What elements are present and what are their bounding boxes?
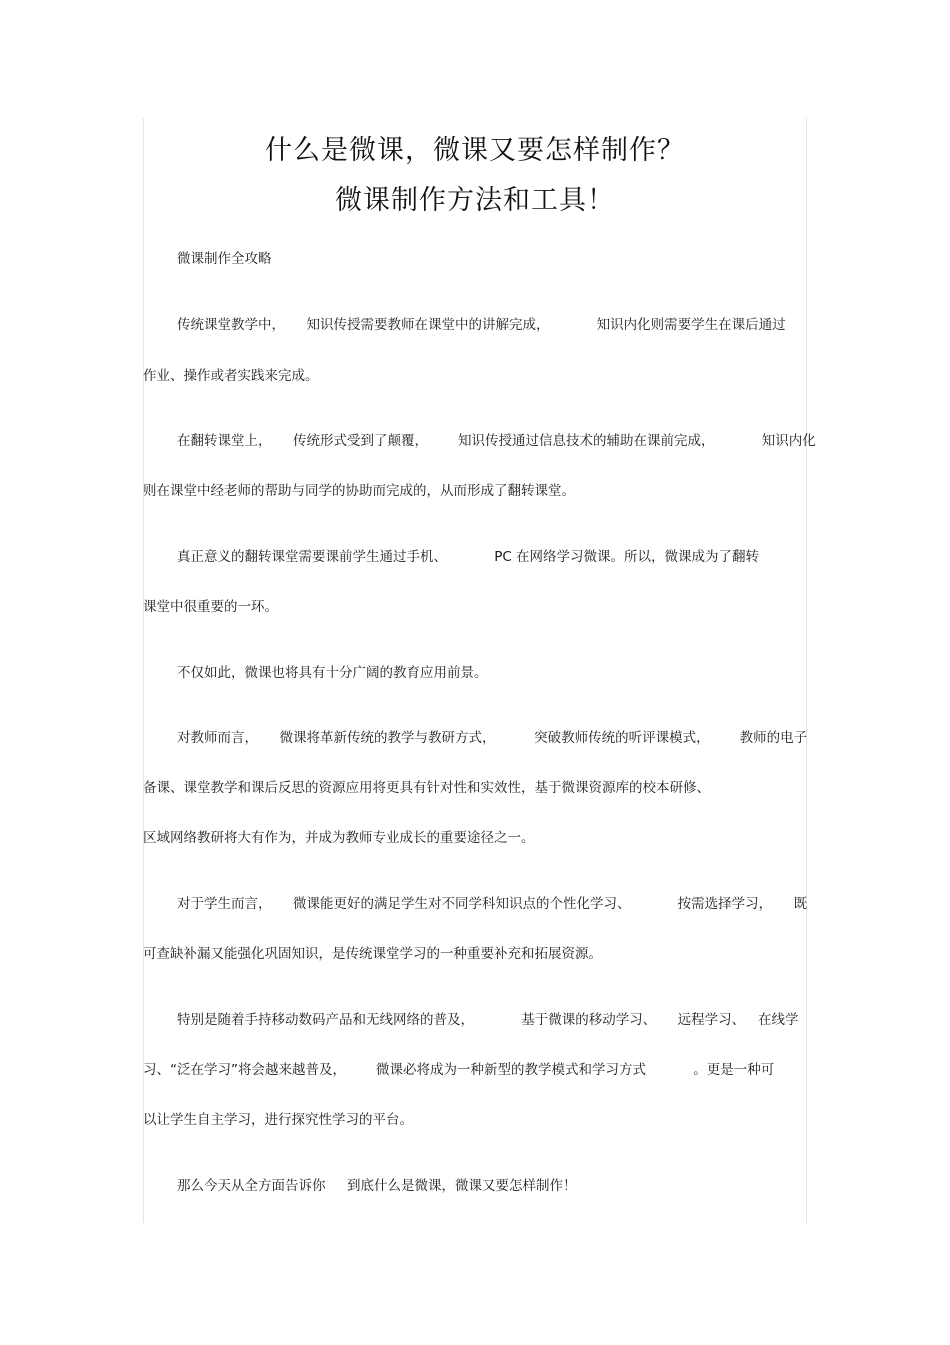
- paragraph-line: 对教师而言， 微课将革新传统的教学与教研方式， 突破教师传统的听评课模式， 教师的电子: [177, 730, 808, 746]
- document-title-line-1: 什么是微课，微课又要怎样制作？: [265, 135, 685, 166]
- paragraph-line: 课堂中很重要的一环。: [143, 599, 278, 615]
- paragraph-line: 那么今天从全方面告诉你 到底什么是微课，微课又要怎样制作！: [177, 1178, 577, 1194]
- paragraph-line: 习、“泛在学习”将会越来越普及， 微课必将成为一种新型的教学模式和学习方式 。更是一种可: [143, 1062, 775, 1078]
- paragraph-line: 作业、操作或者实践来完成。: [143, 368, 319, 384]
- paragraph-line: 区域网络教研将大有作为，并成为教师专业成长的重要途径之一。: [143, 830, 535, 846]
- paragraph-line: 真正意义的翻转课堂需要课前学生通过手机、 PC 在网络学习微课。所以，微课成为了翻转: [177, 549, 760, 565]
- paragraph-line: 在翻转课堂上， 传统形式受到了颠覆， 知识传授通过信息技术的辅助在课前完成， 知识内化: [177, 433, 816, 449]
- paragraph-line: 对于学生而言， 微课能更好的满足学生对不同学科知识点的个性化学习、 按需选择学习， 既: [177, 896, 808, 912]
- paragraph-line: 不仅如此，微课也将具有十分广阔的教育应用前景。: [177, 665, 488, 681]
- paragraph-line: 传统课堂教学中， 知识传授需要教师在课堂中的讲解完成， 知识内化则需要学生在课后通过: [177, 317, 786, 333]
- document-title-line-2: 微课制作方法和工具！: [335, 185, 615, 216]
- paragraph-line: 则在课堂中经老师的帮助与同学的协助而完成的，从而形成了翻转课堂。: [143, 483, 575, 499]
- paragraph-line: 备课、课堂教学和课后反思的资源应用将更具有针对性和实效性，基于微课资源库的校本研修、: [143, 780, 710, 796]
- intro-heading: 微课制作全攻略: [177, 251, 272, 267]
- paragraph-line: 可查缺补漏又能强化巩固知识，是传统课堂学习的一种重要补充和拓展资源。: [143, 946, 602, 962]
- paragraph-line: 特别是随着手持移动数码产品和无线网络的普及， 基于微课的移动学习、 远程学习、 在线学: [177, 1012, 799, 1028]
- paragraph-line: 以让学生自主学习，进行探究性学习的平台。: [143, 1112, 413, 1128]
